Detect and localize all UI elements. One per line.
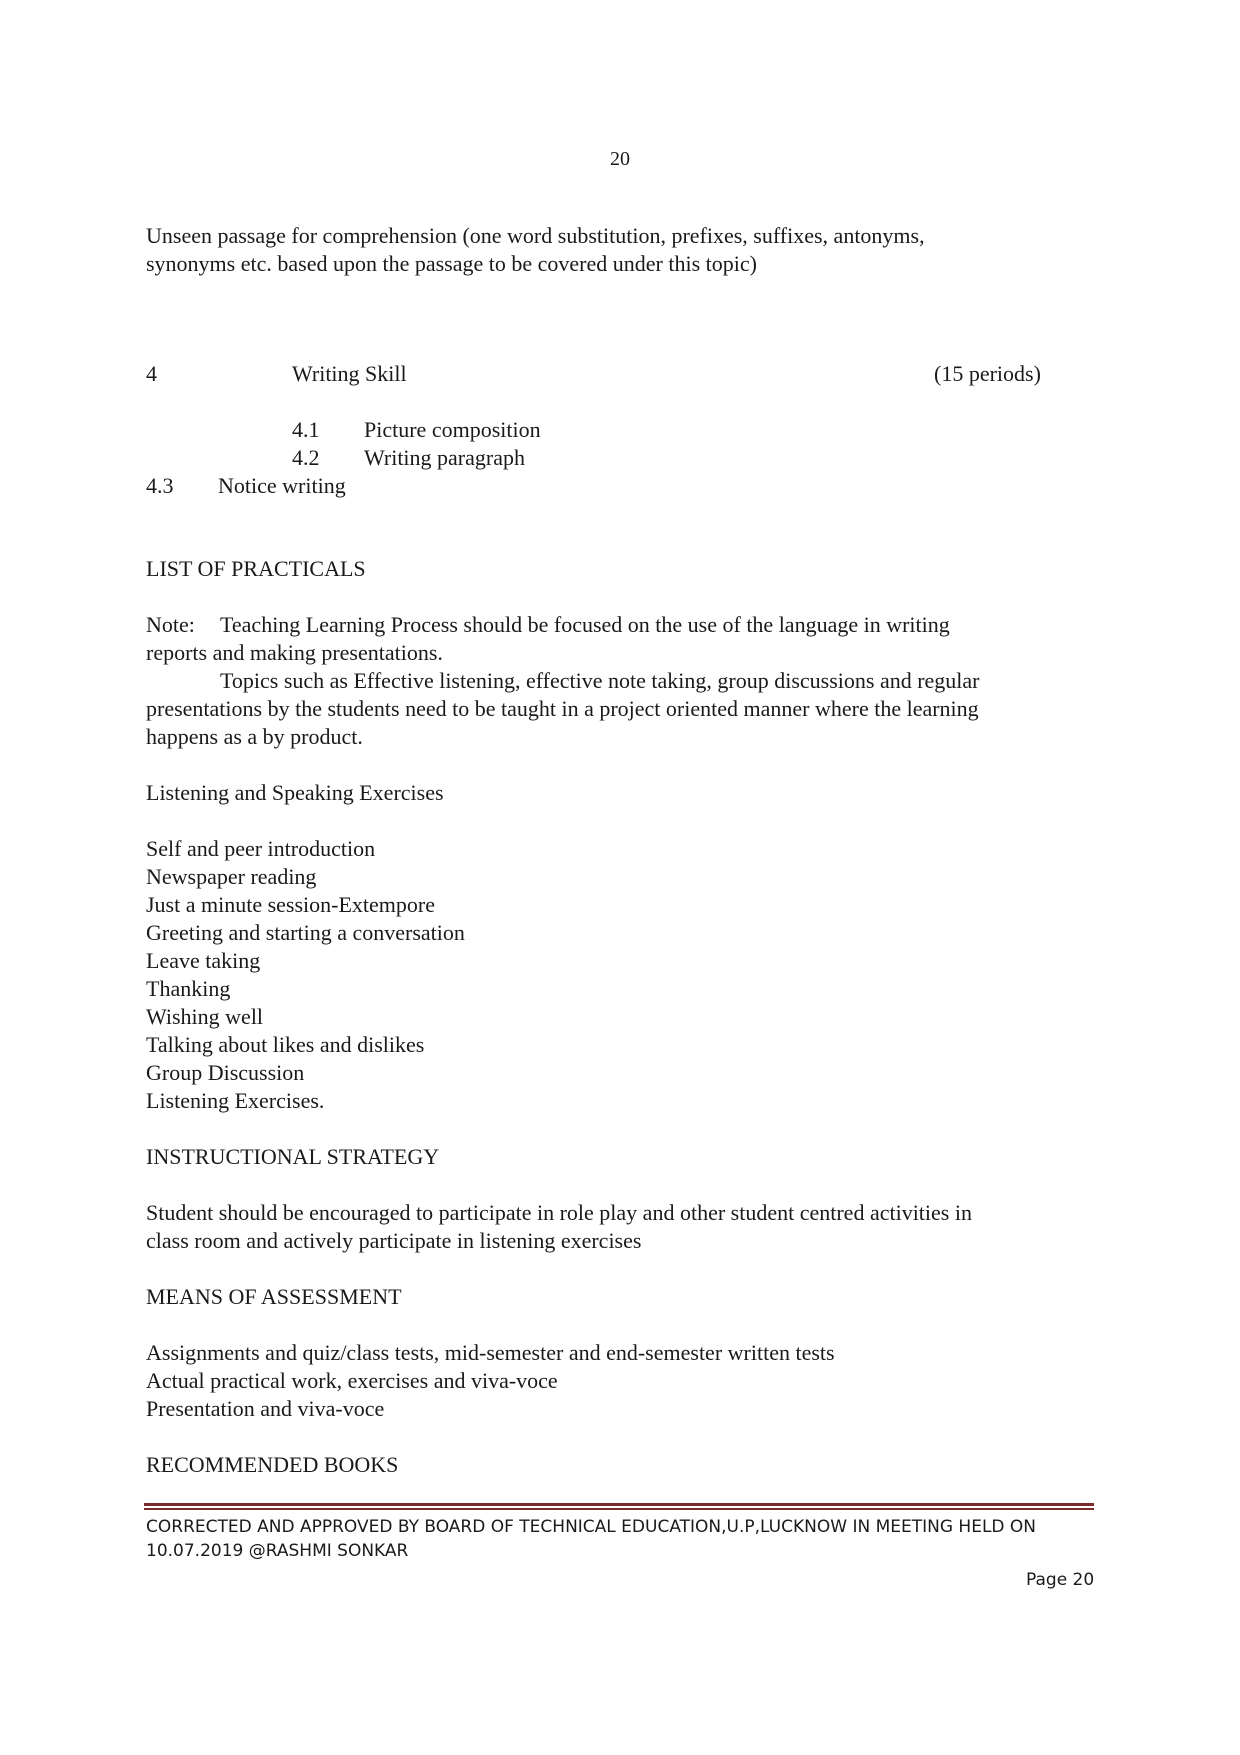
item-4-1-number: 4.1 (292, 417, 320, 442)
footer-page-label: Page 20 (1026, 1570, 1095, 1590)
note-label: Note: (146, 612, 195, 637)
exercise-item: Greeting and starting a conversation (146, 920, 465, 945)
comprehension-line-2: synonyms etc. based upon the passage to be covered under this topic) (146, 251, 757, 276)
note-line-1: Teaching Learning Process should be focused on the use of the language in writing (220, 612, 950, 637)
item-4-3-text: Notice writing (218, 473, 346, 498)
exercise-item: Listening Exercises. (146, 1088, 325, 1113)
comprehension-line-1: Unseen passage for comprehension (one word substitution, prefixes, suffixes, antonyms, (146, 223, 925, 248)
exercise-item: Talking about likes and dislikes (146, 1032, 425, 1057)
item-4-2-number: 4.2 (292, 445, 320, 470)
instructional-line-1: Student should be encouraged to participate in role play and other student centred activities in (146, 1200, 972, 1225)
books-heading: RECOMMENDED BOOKS (146, 1452, 399, 1477)
item-4-2-text: Writing paragraph (364, 445, 525, 470)
assessment-heading: MEANS OF ASSESSMENT (146, 1284, 402, 1309)
exercise-item: Just a minute session-Extempore (146, 892, 436, 917)
section-4-periods: (15 periods) (934, 361, 1041, 386)
exercise-item: Thanking (146, 976, 231, 1001)
exercise-item: Group Discussion (146, 1060, 305, 1085)
assessment-item: Actual practical work, exercises and viva-voce (146, 1368, 558, 1393)
item-4-1-text: Picture composition (364, 417, 541, 442)
exercise-item: Wishing well (146, 1004, 264, 1029)
footer-divider (144, 1503, 1094, 1510)
page-number-top: 20 (610, 148, 630, 170)
section-4-title: Writing Skill (292, 361, 407, 386)
assessment-item: Presentation and viva-voce (146, 1396, 385, 1421)
exercise-item: Leave taking (146, 948, 261, 973)
item-4-3-number: 4.3 (146, 473, 174, 498)
exercise-item: Newspaper reading (146, 864, 317, 889)
section-4-number: 4 (146, 361, 157, 386)
exercises-heading: Listening and Speaking Exercises (146, 780, 444, 805)
topics-line-1: Topics such as Effective listening, effective note taking, group discussions and regular (220, 668, 980, 693)
instructional-heading: INSTRUCTIONAL STRATEGY (146, 1144, 440, 1169)
note-line-2: reports and making presentations. (146, 640, 443, 665)
topics-line-2: presentations by the students need to be taught in a project oriented manner where the learning (146, 696, 979, 721)
instructional-line-2: class room and actively participate in listening exercises (146, 1228, 642, 1253)
exercise-item: Self and peer introduction (146, 836, 376, 861)
practicals-heading: LIST OF PRACTICALS (146, 556, 366, 581)
footer-line-1: CORRECTED AND APPROVED BY BOARD OF TECHNICAL EDUCATION,U.P,LUCKNOW IN MEETING HELD ON (146, 1517, 1037, 1537)
footer-line-2: 10.07.2019 @RASHMI SONKAR (146, 1541, 409, 1561)
topics-line-3: happens as a by product. (146, 724, 363, 749)
assessment-item: Assignments and quiz/class tests, mid-semester and end-semester written tests (146, 1340, 835, 1365)
